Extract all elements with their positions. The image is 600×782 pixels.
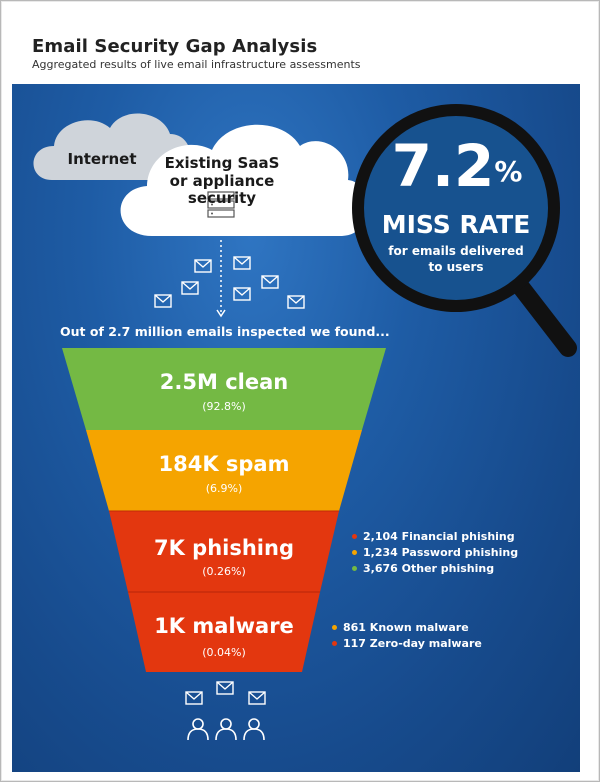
- internet-label: Internet: [67, 150, 137, 168]
- envelope-icon: [155, 295, 171, 307]
- miss-rate-caption-line1: for emails delivered: [388, 244, 524, 258]
- malware-breakdown: [332, 619, 482, 651]
- list-item: [332, 619, 482, 635]
- security-label-line2: or appliance: [169, 172, 275, 190]
- infographic-panel: [12, 84, 580, 772]
- list-item: [352, 544, 518, 560]
- malware-item-zero-day: 117 Zero-day malware: [343, 636, 482, 650]
- bullet: [352, 566, 357, 571]
- malware-item-known: 861 Known malware: [343, 620, 469, 634]
- funnel-label-spam: 184K spam: [158, 452, 290, 476]
- envelope-icon: [249, 692, 265, 704]
- envelope-icon: [288, 296, 304, 308]
- flow-arrow: [217, 240, 225, 316]
- phishing-item-other: 3,676 Other phishing: [363, 561, 495, 575]
- bullet: [332, 641, 337, 646]
- user-icon: [216, 719, 236, 740]
- list-item: [352, 528, 518, 544]
- security-label-line1: Existing SaaS: [164, 154, 280, 172]
- funnel-percent-phishing: (0.26%): [202, 565, 246, 578]
- miss-rate-caption-line2: to users: [428, 260, 484, 274]
- miss-rate-label: MISS RATE: [381, 210, 531, 239]
- bullet: [332, 625, 337, 630]
- envelope-icon: [262, 276, 278, 288]
- envelope-icon: [186, 692, 202, 704]
- funnel-label-phishing: 7K phishing: [153, 536, 294, 560]
- miss-rate-unit: %: [494, 155, 523, 188]
- miss-rate-value: [382, 132, 532, 200]
- intro-text: Out of 2.7 million emails inspected we found...: [60, 324, 390, 339]
- security-label-line3: security: [187, 189, 257, 207]
- user-icon: [244, 719, 264, 740]
- funnel-label-malware: 1K malware: [154, 614, 294, 638]
- page-title: Email Security Gap Analysis: [32, 36, 318, 57]
- phishing-breakdown: [352, 528, 518, 576]
- miss-rate-number: 7.2: [391, 132, 495, 200]
- envelope-icon: [217, 682, 233, 694]
- envelope-icon: [195, 260, 211, 272]
- bullet: [352, 534, 357, 539]
- phishing-item-financial: 2,104 Financial phishing: [363, 529, 515, 543]
- envelope-icon: [182, 282, 198, 294]
- bullet: [352, 550, 357, 555]
- funnel-percent-clean: (92.8%): [202, 400, 246, 413]
- user-icon: [188, 719, 208, 740]
- funnel-label-clean: 2.5M clean: [159, 370, 289, 394]
- list-item: [352, 560, 518, 576]
- phishing-item-password: 1,234 Password phishing: [363, 545, 519, 559]
- funnel-percent-spam: (6.9%): [205, 482, 243, 495]
- envelope-icon: [234, 257, 250, 269]
- list-item: [332, 635, 482, 651]
- funnel-percent-malware: (0.04%): [202, 646, 246, 659]
- page-subtitle: Aggregated results of live email infrastructure assessments: [32, 58, 361, 71]
- envelope-icon: [234, 288, 250, 300]
